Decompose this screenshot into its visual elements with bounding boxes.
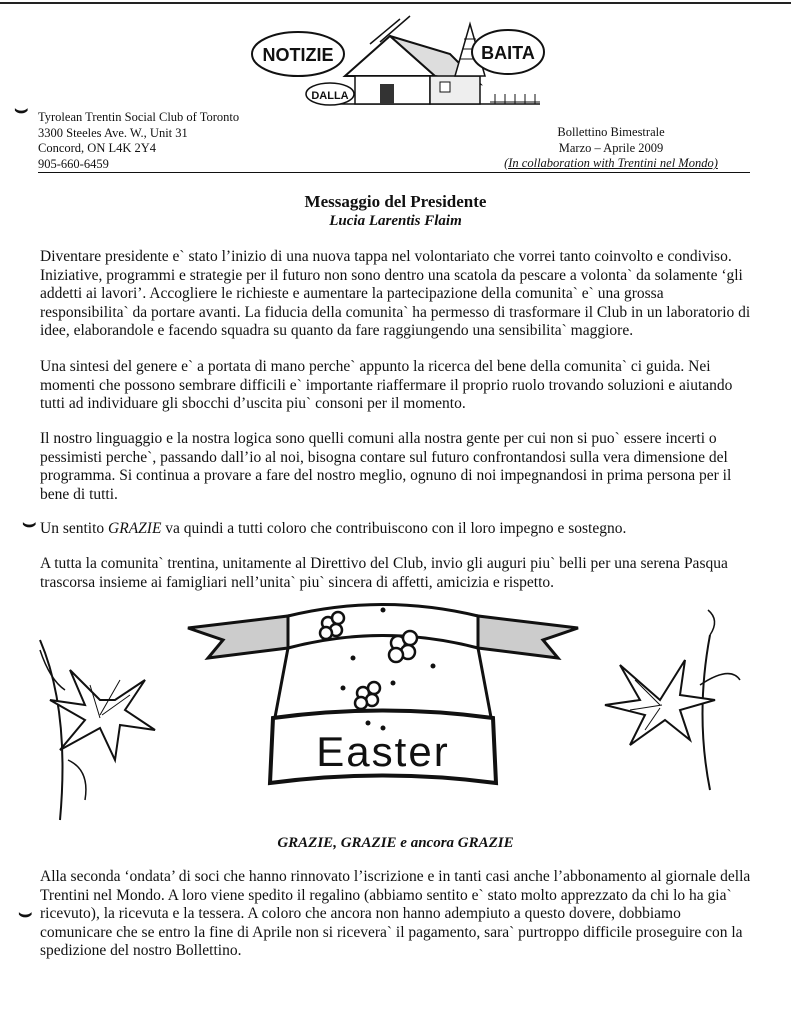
svg-text:NOTIZIE: NOTIZIE bbox=[262, 45, 334, 65]
lily-left-illustration bbox=[30, 610, 170, 830]
notizie-dalla-baita-logo bbox=[250, 14, 550, 114]
address-line: 3300 Steeles Ave. W., Unit 31 bbox=[38, 125, 188, 140]
club-address bbox=[38, 110, 239, 172]
hand-mark: ⌣ bbox=[18, 900, 33, 925]
svg-text:BAITA: BAITA bbox=[481, 43, 535, 63]
phone-number: 905-660-6459 bbox=[38, 156, 109, 171]
hand-mark: ⌣ bbox=[14, 96, 29, 121]
article-author: Lucia Larentis Flaim bbox=[329, 213, 462, 229]
article-paragraph: Il nostro linguaggio e la nostra logica sono quelli comuni alla nostra gente per cui non si puo` essere incerti o pessimisti perche`, passando dall’io al noi, bisogna contare sul futuro confrontandosi sulla vera dimensione del programma. Si continua a provare a fare del nostro meglio, ognuno di noi impegnandosi in prima persona per il bene di tutti. bbox=[40, 430, 732, 503]
thanks-paragraph bbox=[40, 520, 752, 539]
bulletin-frequency: Bollettino Bimestrale bbox=[557, 125, 665, 139]
collaboration-note: (In collaboration with Trentini nel Mondo) bbox=[504, 156, 718, 170]
bulletin-date: Marzo – Aprile 2009 bbox=[558, 140, 664, 155]
grazie-paragraph: Alla seconda ‘ondata’ di soci che hanno rinnovato l’iscrizione e in tanti casi anche l’abbonamento al giornale della Trentini nel Mondo. A loro viene spedito il regalino (abbiamo sentito e` stato molto apprezzato da chi lo ha gia` ricevuto), la ricevuta e la tessera. A coloro che ancora non hanno adempiuto a questo dovere, dobbiamo comunicare che se entro la fine di Aprile non si ricevera` il pagamento, sara` purtroppo difficile proseguire con la spedizione del nostro Bollettino. bbox=[40, 868, 751, 959]
grazie-heading: GRAZIE, GRAZIE e ancora GRAZIE bbox=[277, 835, 514, 851]
lily-right-illustration bbox=[600, 605, 750, 795]
thanks-text: va quindi a tutti coloro che contribuiscono con il loro impegno e sostegno. bbox=[161, 520, 627, 537]
address-line: Tyrolean Trentin Social Club of Toronto bbox=[38, 110, 240, 124]
easter-banner-text: Easter bbox=[316, 728, 450, 775]
header-rule bbox=[38, 172, 750, 173]
closing-paragraph: A tutta la comunita` trentina, unitamente al Direttivo del Club, invio gli auguri piu` belli per una serena Pasqua trascorsa insieme ai famigliari nell’unita` piu` sincera di affetti, amicizia e rispetto. bbox=[40, 555, 728, 591]
address-line: Concord, ON L4K 2Y4 bbox=[38, 141, 157, 155]
article-paragraph: Diventare presidente e` stato l’inizio di una nuova tappa nel volontariato che vorrei tanto coinvolto e condiviso. Iniziative, programmi e strategie per il futuro non sono dentro una scatola da pescare a volonta` da solamente ‘gli addetti ai lavori’. Accogliere le richieste e aumentare la partecipazione della comunita` e` una grossa responsibilita` da portare avanti. La fiducia della comunita` ha permesso di trasformare il Club in un laboratorio di idee, elaborandole e facendo squadra su quanto da fare raggiungendo una sensibilita` maggiore. bbox=[40, 248, 751, 339]
grazie-emphasis: GRAZIE bbox=[108, 520, 162, 537]
top-rule bbox=[0, 2, 791, 4]
article-title: Messaggio del Presidente bbox=[304, 192, 487, 211]
easter-banner-illustration bbox=[178, 598, 588, 808]
article-paragraph: Una sintesi del genere e` a portata di mano perche` appunto la ricerca del bene della comunita` ci guida. Nei momenti che possono sembrare difficili e` importante riaffermare il proprio ruolo trovando soluzioni e aiutando tutti ad individuare gli sbocchi d’uscita piu` consoni per il momento. bbox=[40, 358, 733, 412]
svg-text:DALLA: DALLA bbox=[311, 90, 349, 102]
bulletin-info bbox=[481, 125, 741, 172]
hand-mark: ⌣ bbox=[22, 510, 37, 535]
thanks-text: Un sentito bbox=[40, 520, 109, 537]
